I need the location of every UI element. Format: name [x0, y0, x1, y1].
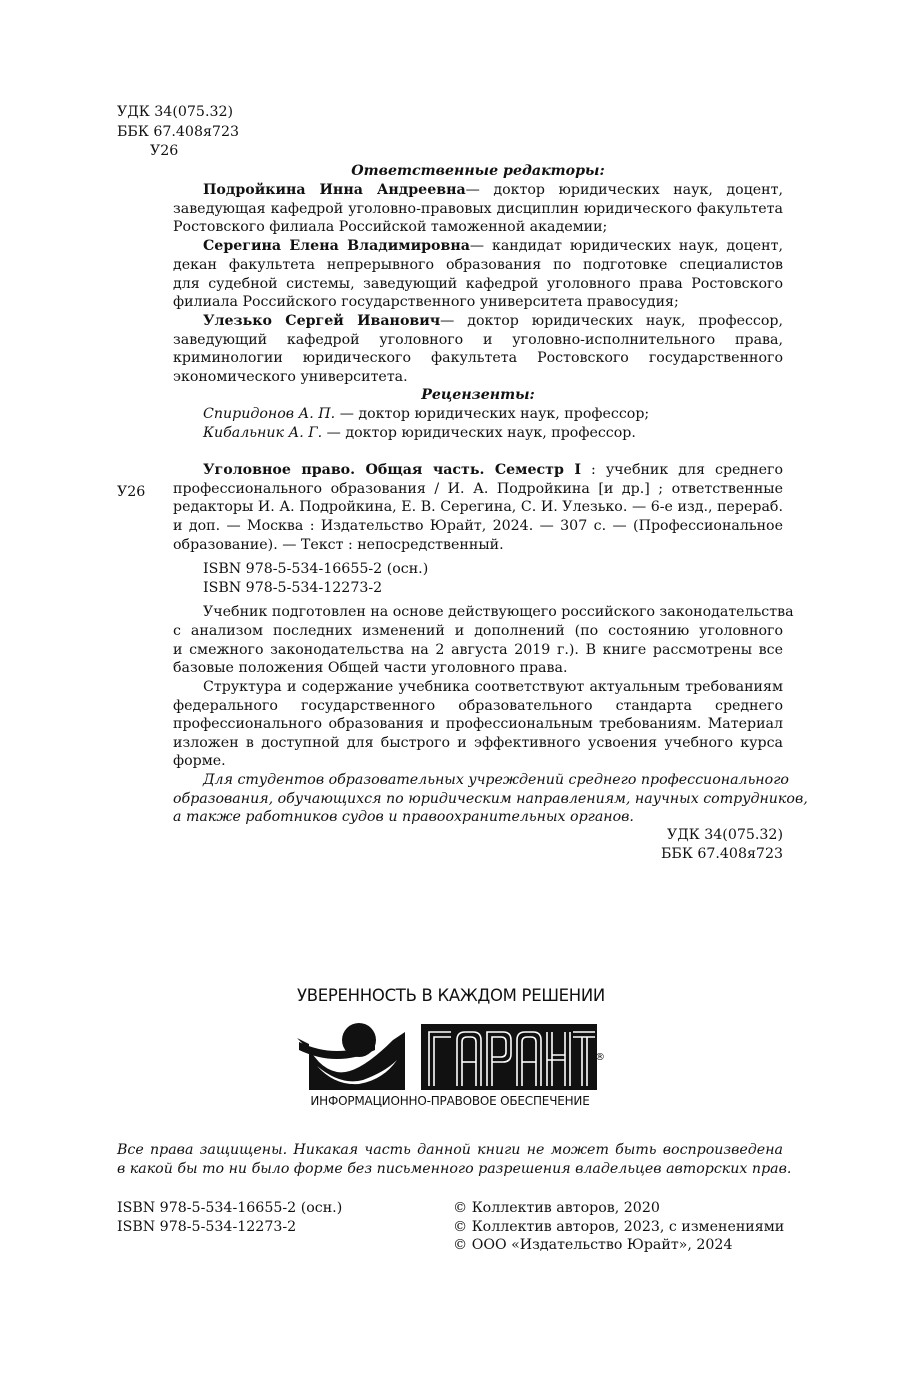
garant-logo [297, 1020, 603, 1092]
annotation-p2-line-4: изложен в доступной для быстрого и эффективного усвоения учебного курса [173, 735, 783, 751]
editor-3-line-2: заведующий кафедрой уголовного и уголовно-исполнительного права, [173, 332, 783, 348]
footer-bbk: ББК 67.408я723 [660, 846, 783, 862]
copyright-line-1: © Коллектив авторов, 2020 [453, 1200, 660, 1216]
editor-2-line-3: для судебной системы, заведующий кафедрой уголовного права Ростовского [173, 276, 783, 292]
copyright-isbn-secondary: ISBN 978-5-534-12273-2 [117, 1219, 297, 1235]
annotation-p1-line-4: базовые положения Общей части уголовного права. [173, 660, 568, 676]
garant-slogan: УВЕРЕННОСТЬ В КАЖДОМ РЕШЕНИИ [297, 986, 605, 1005]
annotation-p3-line-2: образования, обучающихся по юридическим направлениям, научных сотрудников, [173, 791, 808, 807]
biblio-line-3: редакторы И. А. Подройкина, Е. В. Серегина, С. И. Улезько. — 6-е изд., перераб. [173, 499, 783, 515]
book-title: Уголовное право. Общая часть. Семестр I [203, 462, 581, 478]
biblio-line-5: образование). — Текст : непосредственный. [173, 537, 504, 553]
udk-code: УДК 34(075.32) [117, 104, 234, 120]
isbn-main: ISBN 978-5-534-16655-2 (осн.) [203, 561, 429, 577]
annotation-p1-line-2: с анализом последних изменений и дополнений (по состоянию уголовного [173, 623, 783, 639]
rights-line-2: в какой бы то ни было форме без письменного разрешения владельцев авторских прав. [117, 1161, 792, 1177]
garant-tagline: ИНФОРМАЦИОННО-ПРАВОВОЕ ОБЕСПЕЧЕНИЕ [310, 1094, 590, 1108]
editor-2-line-1: Серегина Елена Владимировна— кандидат юридических наук, доцент, [203, 238, 783, 254]
biblio-author-mark: У26 [117, 484, 146, 500]
editors-heading: Ответственные редакторы: [351, 163, 605, 179]
bbk-code: ББК 67.408я723 [117, 124, 240, 140]
garant-wordmark [421, 1024, 597, 1090]
author-mark: У26 [150, 143, 179, 159]
footer-udk: УДК 34(075.32) [666, 827, 783, 843]
editor-1-name: Подройкина Инна Андреевна [203, 182, 466, 198]
biblio-line-1: Уголовное право. Общая часть. Семестр I : учебник для среднего [203, 462, 783, 478]
editor-2-line-2: декан факультета непрерывного образования по подготовке специалистов [173, 257, 783, 273]
reviewers-heading: Рецензенты: [421, 387, 535, 403]
annotation-p1-line-1: Учебник подготовлен на основе действующего российского законодательства [203, 604, 794, 620]
biblio-line-4: и доп. — Москва : Издательство Юрайт, 2024. — 307 с. — (Профессиональное [173, 518, 783, 534]
editor-3-line-3: криминологии юридического факультета Ростовского государственного [173, 350, 783, 366]
annotation-p1-line-3: и смежного законодательства на 2 августа 2019 г.). В книге рассмотрены все [173, 642, 783, 658]
editor-3-line-1: Улезько Сергей Иванович— доктор юридических наук, профессор, [203, 313, 783, 329]
biblio-line-2: профессионального образования / И. А. Подройкина [и др.] ; ответственные [173, 481, 783, 497]
editor-1-line-1: Подройкина Инна Андреевна— доктор юридических наук, доцент, [203, 182, 783, 198]
annotation-p3-line-3: а также работников судов и правоохранительных органов. [173, 809, 634, 825]
copyright-line-3: © ООО «Издательство Юрайт», 2024 [453, 1237, 733, 1253]
copyright-isbn-main: ISBN 978-5-534-16655-2 (осн.) [117, 1200, 343, 1216]
annotation-p2-line-3: профессионального образования и профессиональным требованиям. Материал [173, 716, 783, 732]
annotation-p2-line-1: Структура и содержание учебника соответствуют актуальным требованиям [203, 679, 783, 695]
editor-3-name: Улезько Сергей Иванович [203, 313, 441, 329]
annotation-p2-line-2: федерального государственного образовательного стандарта среднего [173, 698, 783, 714]
reviewer-2: Кибальник А. Г. — доктор юридических наук, профессор. [203, 425, 636, 441]
editor-2-line-4: филиала Российского государственного университета правосудия; [173, 294, 679, 310]
editor-1-line-3: Ростовского филиала Российской таможенной академии; [173, 219, 608, 235]
garant-emblem-icon [297, 1023, 405, 1090]
editor-3-line-4: экономического университета. [173, 369, 408, 385]
rights-line-1: Все права защищены. Никакая часть данной книги не может быть воспроизведена [117, 1142, 783, 1158]
editor-2-name: Серегина Елена Владимировна [203, 238, 470, 254]
editor-1-line-2: заведующая кафедрой уголовно-правовых дисциплин юридического факультета [173, 201, 783, 217]
registered-mark: ® [595, 1052, 605, 1063]
annotation-p2-line-5: форме. [173, 753, 226, 769]
annotation-p3-line-1: Для студентов образовательных учреждений среднего профессионального [203, 772, 789, 788]
isbn-secondary: ISBN 978-5-534-12273-2 [203, 580, 383, 596]
reviewer-1: Спиридонов А. П. — доктор юридических наук, профессор; [203, 406, 650, 422]
copyright-line-2: © Коллектив авторов, 2023, с изменениями [453, 1219, 785, 1235]
